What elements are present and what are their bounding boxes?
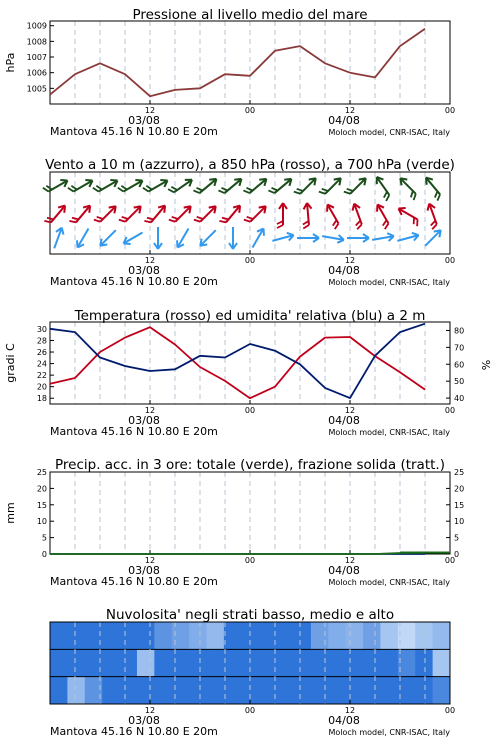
cloud-cell [415,677,433,704]
y-tick-label: 25 [454,468,465,477]
date-label: 03/08 [128,414,160,427]
cloud-cell [293,649,311,676]
date-label: 04/08 [328,414,360,427]
y-tick-label: 20 [36,382,47,392]
cloud-cell [415,649,433,676]
wind-arrow [349,202,367,229]
wind-arrow [68,175,95,196]
wind-arrow [219,202,243,228]
cloud-cell [346,622,364,649]
wind-arrow-feather [194,215,203,224]
credit-label: Moloch model, CNR-ISAC, Italy [328,128,450,137]
clouds-panel [50,607,455,738]
wind-arrow-shaft [100,230,116,246]
x-tick-label: 00 [444,706,456,715]
date-label: 03/08 [128,714,160,727]
cloud-cell [398,677,416,704]
pressure-panel [4,7,455,138]
cloud-cell [363,677,381,704]
y-tick-label: 5 [454,533,460,543]
cloud-cell [207,677,225,704]
y-tick-label: 0 [41,550,47,559]
wind-arrow [372,175,395,201]
wind-arrow-feather [319,187,328,196]
wind-arrow [193,174,219,198]
y-tick-label: 1006 [26,68,47,78]
cloud-cell [346,677,364,704]
y-tick-label: 0 [454,550,460,559]
wind-arrow-feather [93,184,102,193]
x-tick-label: 12 [144,406,156,415]
cloud-cell [293,622,311,649]
y-tick-label: 24 [36,359,47,369]
cloud-cell [207,622,225,649]
cloud-cell [189,622,207,649]
credit-label: Moloch model, CNR-ISAC, Italy [328,728,450,737]
y-tick-label: 25 [36,468,47,477]
cloud-cell [224,622,242,649]
y-tick-label: 20 [36,484,47,494]
wind-arrow-feather [277,221,283,228]
wind-arrow-feather [268,186,277,195]
cloud-cell [311,677,329,704]
wind-arrow [169,202,194,227]
wind-arrow-feather [94,215,103,224]
x-tick-label: 12 [344,256,356,265]
cloud-cell [154,649,172,676]
wind-arrow [143,175,170,196]
temperature-line [50,327,425,398]
date-label: 04/08 [328,564,360,577]
wind-arrow-feather [143,184,152,193]
y-tick-label: 28 [36,336,47,346]
wind-arrow [372,202,393,229]
cloud-cell [398,649,416,676]
date-label: 03/08 [128,114,160,127]
y-tick-label: 10 [454,517,465,527]
y-tick-label: 10 [36,517,47,527]
wind-arrow [344,174,369,199]
wind-arrow [424,202,442,229]
wind-arrow [194,202,219,227]
wind-arrow-feather [433,191,442,200]
y-tick-label: 20 [454,484,465,494]
y-tick-label: 60 [454,360,465,370]
y-tick-label: 80 [454,326,465,336]
cloud-cell [311,622,329,649]
cloud-cell [189,649,207,676]
wind-arrow [50,226,65,249]
date-label: 04/08 [328,114,360,127]
x-tick-label: 12 [144,706,156,715]
cloud-cell [259,622,277,649]
cloud-cell [172,622,190,649]
location-label: Mantova 45.16 N 10.80 E 20m [50,425,218,438]
cloud-cell [50,622,68,649]
cloud-cell [120,649,138,676]
wind-arrow-feather [294,187,303,196]
cloud-cell [415,622,433,649]
wind-arrow-feather [382,192,391,201]
cloud-cell [363,622,381,649]
date-label: 04/08 [328,714,360,727]
wind-arrow [422,227,443,248]
wind-arrow [229,227,237,249]
wind-arrow [268,174,294,198]
location-label: Mantova 45.16 N 10.80 E 20m [50,575,218,588]
y-tick-label: 50 [454,377,465,387]
wind-arrow [154,227,162,249]
cloud-cell [293,677,311,704]
cloud-cell [50,677,68,704]
pressure-line [50,29,425,96]
y-tick-label: 1005 [26,84,47,94]
wind-arrow-feather [409,191,418,200]
x-tick-label: 12 [344,406,356,415]
wind-arrow-feather [118,184,127,193]
wind-arrow [94,202,119,227]
cloud-cell [380,677,398,704]
wind-arrow [243,174,269,198]
x-tick-label: 00 [244,706,256,715]
cloud-cell [67,649,85,676]
precip-total-line [50,553,425,554]
cloud-cell [172,677,190,704]
cloud-cell [102,677,120,704]
wind-arrow [421,175,445,201]
x-tick-label: 00 [244,106,256,115]
wind-arrow [249,226,267,249]
wind-arrow-feather [218,186,227,195]
y-tick-label: 15 [454,500,465,510]
cloud-cell [207,649,225,676]
cloud-cell [172,649,190,676]
location-label: Mantova 45.16 N 10.80 E 20m [50,125,218,138]
x-tick-label: 00 [444,256,456,265]
cloud-cell [50,649,68,676]
wind-arrow-feather [193,186,202,195]
wind-arrow [294,174,319,199]
x-tick-label: 00 [444,556,456,565]
date-label: 03/08 [128,564,160,577]
wind-arrow-feather [43,184,52,193]
cloud-cell [433,622,451,649]
cloud-cell [224,649,242,676]
x-tick-label: 00 [244,556,256,565]
wind-arrow-feather [119,215,128,224]
wind-arrow [69,202,93,228]
wind-arrow [218,174,244,198]
cloud-cell [259,649,277,676]
wind-arrow [93,175,120,196]
cloud-cell [224,677,242,704]
chart-title: Nuvolosita' negli strati basso, medio e alto [105,607,395,623]
wind-arrow [74,226,92,249]
x-tick-label: 12 [344,556,356,565]
y-tick-label: 15 [36,500,47,510]
wind-arrow [118,175,145,196]
wind-arrow [244,202,269,227]
chart-title: Vento a 10 m (azzurro), a 850 hPa (rosso), a 700 hPa (verde) [45,157,455,173]
precip-panel [4,457,464,588]
y-tick-label: 40 [454,394,465,404]
wind-arrow-feather [168,185,177,194]
y-axis-label: hPa [4,52,17,73]
wind-arrow-feather [344,187,353,196]
x-tick-label: 00 [244,256,256,265]
chart-title: Precip. acc. in 3 ore: totale (verde), frazione solida (tratt.) [55,457,445,473]
wind-arrow [43,175,70,196]
humidity-line [50,324,425,398]
cloud-cell [433,677,451,704]
cloud-cell [67,677,85,704]
x-tick-label: 12 [344,706,356,715]
cloud-cell [189,677,207,704]
x-tick-label: 00 [444,406,456,415]
wind-arrow [119,202,144,227]
wind-arrow [322,202,343,229]
y-axis-label: mm [4,502,17,524]
cloud-cell [328,677,346,704]
wind-arrow [197,227,218,248]
wind-arrow-feather [331,220,340,229]
wind-arrow [301,203,313,229]
wind-arrow [174,226,192,249]
credit-label: Moloch model, CNR-ISAC, Italy [328,578,450,587]
cloud-cell [276,622,294,649]
temp-rh-panel [4,308,493,438]
wind-arrow-feather [68,184,77,193]
credit-label: Moloch model, CNR-ISAC, Italy [328,278,450,287]
cloud-cell [120,677,138,704]
cloud-cell [102,622,120,649]
x-tick-label: 12 [144,556,156,565]
cloud-cell [154,622,172,649]
date-label: 03/08 [128,264,160,277]
y-tick-label: 70 [454,343,465,353]
y-tick-label: 18 [36,394,47,404]
wind-arrow [396,175,421,200]
cloud-cell [276,677,294,704]
cloud-cell [328,622,346,649]
wind-arrow [277,203,287,228]
cloud-cell [259,677,277,704]
x-tick-label: 12 [144,106,156,115]
precip-bar [400,552,450,554]
y-tick-label: 26 [36,348,47,358]
location-label: Mantova 45.16 N 10.80 E 20m [50,275,218,288]
y-tick-label: 1007 [26,53,47,63]
cloud-cell [380,649,398,676]
cloud-cell [137,677,155,704]
x-tick-label: 00 [244,406,256,415]
wind-arrow-feather [244,215,253,224]
y-axis-label-right: % [480,359,493,371]
y-tick-label: 1009 [26,21,47,31]
cloud-cell [102,649,120,676]
x-tick-label: 00 [444,106,456,115]
wind-arrow [319,174,344,199]
y-tick-label: 22 [36,371,47,381]
y-tick-label: 1008 [26,37,47,47]
credit-label: Moloch model, CNR-ISAC, Italy [328,428,450,437]
cloud-cell [398,622,416,649]
cloud-cell [120,622,138,649]
cloud-cell [311,649,329,676]
cloud-cell [328,649,346,676]
wind-arrow-feather [243,186,252,195]
cloud-cell [137,649,155,676]
wind-arrow [168,175,194,198]
x-tick-label: 12 [144,256,156,265]
wind-arrow-shaft [425,230,441,246]
date-label: 04/08 [328,264,360,277]
cloud-cell [433,649,451,676]
wind-arrow-feather [381,220,390,229]
wind-arrow-shaft [200,230,216,246]
cloud-cell [154,677,172,704]
cloud-cell [137,622,155,649]
location-label: Mantova 45.16 N 10.80 E 20m [50,725,218,738]
cloud-cell [380,622,398,649]
wind-arrow-feather [169,215,178,224]
cloud-cell [67,622,85,649]
chart-title: Pressione al livello medio del mare [132,7,368,23]
x-tick-label: 12 [344,106,356,115]
cloud-cell [346,649,364,676]
wind-arrow [144,202,168,228]
y-tick-label: 30 [36,324,47,334]
y-axis-label: gradi C [4,343,17,383]
cloud-cell [363,649,381,676]
wind-arrow [97,227,118,248]
y-tick-label: 5 [41,533,47,543]
wind-arrow-feather [303,221,310,228]
cloud-cell [276,649,294,676]
wind-arrow [395,205,422,226]
chart-title: Temperatura (rosso) ed umidita' relativa (blu) a 2 m [74,308,426,324]
wind-panel [43,157,455,288]
wind-arrow [44,202,68,228]
